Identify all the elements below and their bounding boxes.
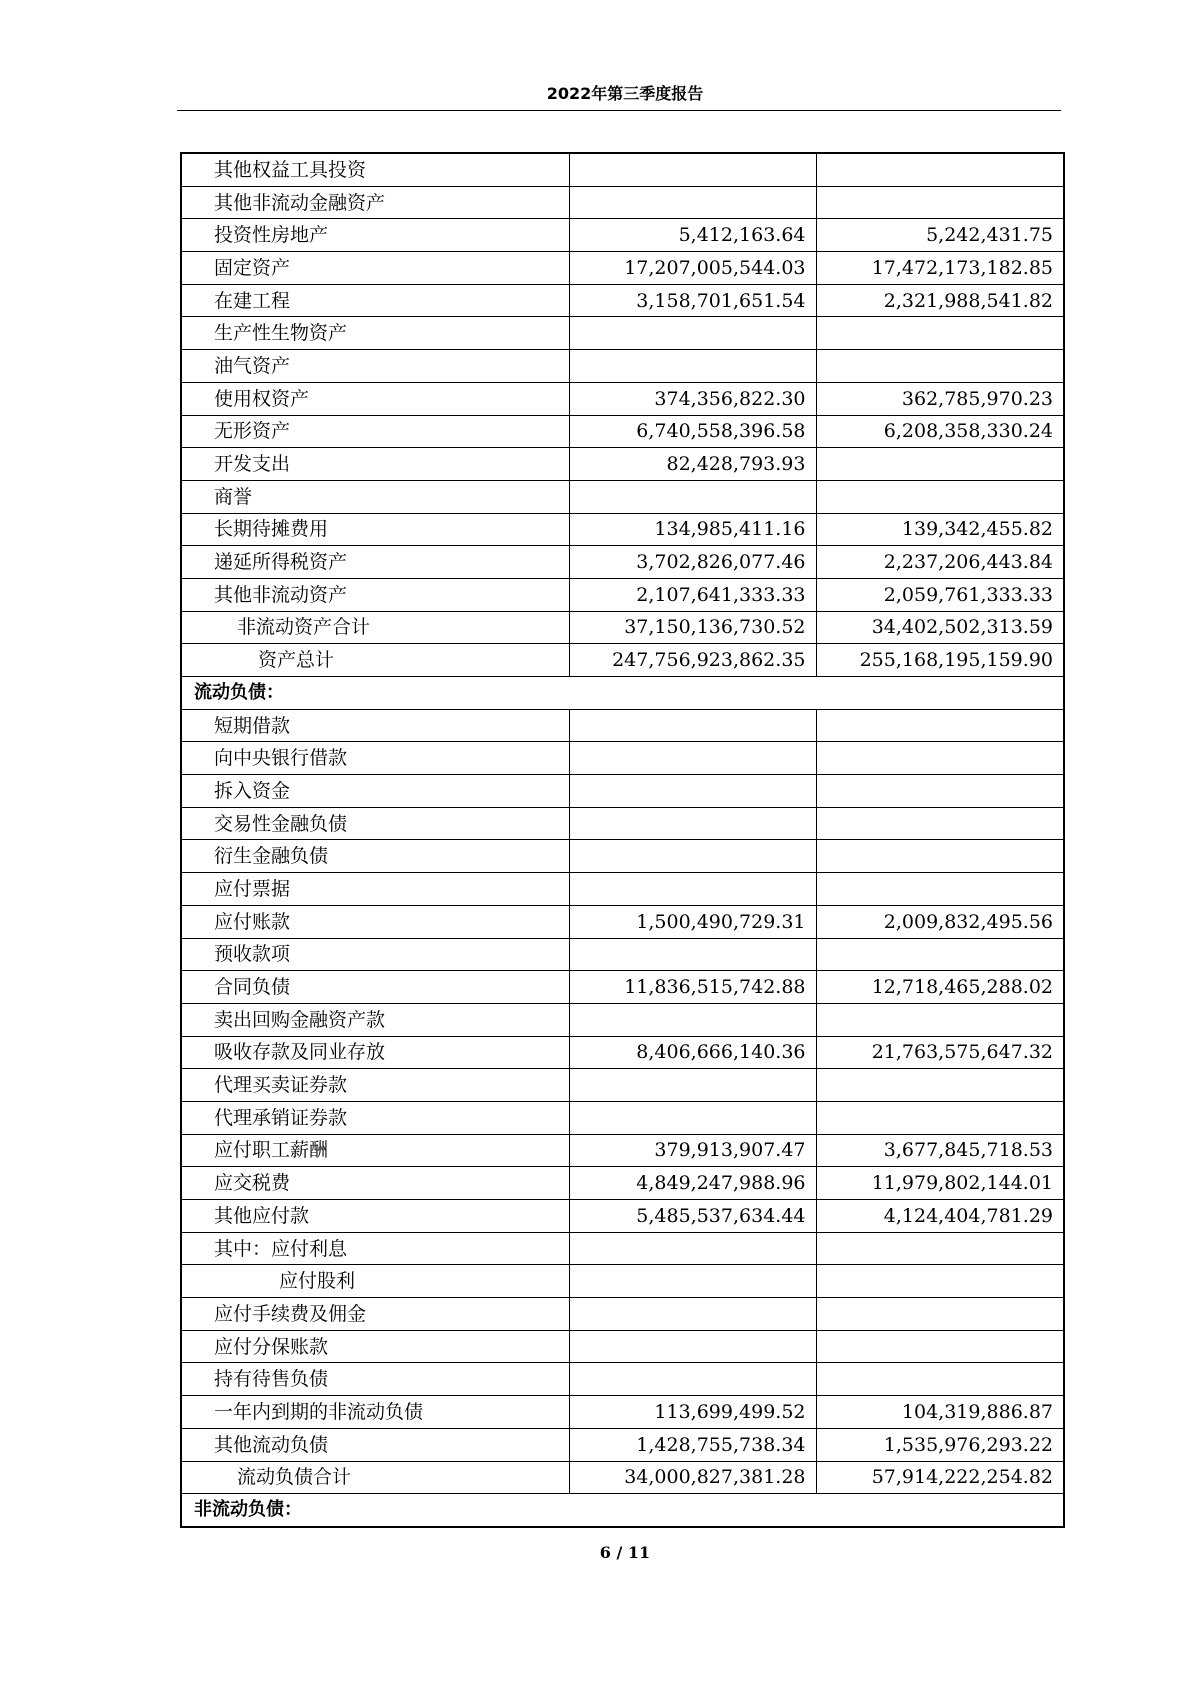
row-label: 开发支出 (181, 448, 569, 481)
table-row (181, 1200, 1064, 1233)
row-value-prior-year-end (816, 1265, 1064, 1298)
row-label: 无形资产 (181, 415, 569, 448)
row-label: 代理承销证券款 (181, 1101, 569, 1134)
table-row (181, 415, 1064, 448)
table-row (181, 578, 1064, 611)
row-value-period-end (569, 775, 816, 808)
table-row (181, 775, 1064, 808)
row-value-prior-year-end (816, 840, 1064, 873)
row-label: 固定资产 (181, 252, 569, 285)
section-header-row (181, 677, 1064, 710)
row-value-prior-year-end: 362,785,970.23 (816, 382, 1064, 415)
total-row (181, 644, 1064, 677)
row-label: 在建工程 (181, 284, 569, 317)
row-value-period-end (569, 186, 816, 219)
row-label: 应交税费 (181, 1167, 569, 1200)
row-value-period-end (569, 709, 816, 742)
row-value-period-end: 379,913,907.47 (569, 1134, 816, 1167)
row-value-prior-year-end (816, 480, 1064, 513)
row-label: 投资性房地产 (181, 219, 569, 252)
row-value-prior-year-end (816, 153, 1064, 186)
row-value-period-end (569, 1363, 816, 1396)
row-value-period-end: 82,428,793.93 (569, 448, 816, 481)
row-value-period-end: 8,406,666,140.36 (569, 1036, 816, 1069)
section-heading-current-liabilities: 流动负债： (181, 677, 1064, 710)
table-row (181, 840, 1064, 873)
row-value-period-end: 6,740,558,396.58 (569, 415, 816, 448)
row-value-period-end (569, 1330, 816, 1363)
header-divider (177, 110, 1061, 111)
row-value-prior-year-end (816, 186, 1064, 219)
table-row (181, 1428, 1064, 1461)
row-label: 资产总计 (181, 644, 569, 677)
row-label: 拆入资金 (181, 775, 569, 808)
table-row (181, 1036, 1064, 1069)
row-value-prior-year-end (816, 1232, 1064, 1265)
row-label: 短期借款 (181, 709, 569, 742)
row-value-period-end (569, 317, 816, 350)
row-value-prior-year-end (816, 938, 1064, 971)
row-value-period-end (569, 1069, 816, 1102)
row-value-prior-year-end (816, 317, 1064, 350)
row-value-prior-year-end: 2,059,761,333.33 (816, 578, 1064, 611)
table-row (181, 1167, 1064, 1200)
row-value-prior-year-end (816, 1003, 1064, 1036)
row-value-period-end: 5,412,163.64 (569, 219, 816, 252)
row-label: 应付股利 (181, 1265, 569, 1298)
row-value-prior-year-end (816, 807, 1064, 840)
subtotal-row (181, 611, 1064, 644)
row-value-prior-year-end: 139,342,455.82 (816, 513, 1064, 546)
row-label: 一年内到期的非流动负债 (181, 1396, 569, 1429)
row-label: 长期待摊费用 (181, 513, 569, 546)
section-header-row (181, 1494, 1064, 1527)
table-row (181, 1396, 1064, 1429)
row-label: 持有待售负债 (181, 1363, 569, 1396)
row-value-period-end: 17,207,005,544.03 (569, 252, 816, 285)
row-label: 吸收存款及同业存放 (181, 1036, 569, 1069)
row-value-prior-year-end: 57,914,222,254.82 (816, 1461, 1064, 1494)
row-label: 其他流动负债 (181, 1428, 569, 1461)
row-value-prior-year-end: 2,321,988,541.82 (816, 284, 1064, 317)
table-row (181, 971, 1064, 1004)
row-value-prior-year-end: 2,237,206,443.84 (816, 546, 1064, 579)
table-row (181, 448, 1064, 481)
row-value-prior-year-end: 2,009,832,495.56 (816, 905, 1064, 938)
section-heading-non-current-liabilities: 非流动负债： (181, 1494, 1064, 1527)
row-label: 其他非流动资产 (181, 578, 569, 611)
table-row (181, 1232, 1064, 1265)
row-value-prior-year-end (816, 1298, 1064, 1331)
row-value-period-end: 5,485,537,634.44 (569, 1200, 816, 1233)
row-value-period-end: 2,107,641,333.33 (569, 578, 816, 611)
table-row (181, 938, 1064, 971)
row-value-prior-year-end (816, 350, 1064, 383)
row-value-prior-year-end (816, 1330, 1064, 1363)
row-label: 应付票据 (181, 873, 569, 906)
row-value-prior-year-end (816, 775, 1064, 808)
table-row (181, 284, 1064, 317)
row-value-period-end: 247,756,923,862.35 (569, 644, 816, 677)
row-label: 商誉 (181, 480, 569, 513)
row-label: 其他权益工具投资 (181, 153, 569, 186)
row-value-prior-year-end: 11,979,802,144.01 (816, 1167, 1064, 1200)
row-label: 衍生金融负债 (181, 840, 569, 873)
table-row (181, 317, 1064, 350)
row-label: 应付手续费及佣金 (181, 1298, 569, 1331)
row-label: 应付职工薪酬 (181, 1134, 569, 1167)
row-value-prior-year-end (816, 1069, 1064, 1102)
row-value-period-end (569, 1298, 816, 1331)
row-value-prior-year-end (816, 1363, 1064, 1396)
table-row (181, 1101, 1064, 1134)
table-row (181, 807, 1064, 840)
row-label: 交易性金融负债 (181, 807, 569, 840)
row-label: 递延所得税资产 (181, 546, 569, 579)
row-value-period-end: 37,150,136,730.52 (569, 611, 816, 644)
row-label: 使用权资产 (181, 382, 569, 415)
table-row (181, 350, 1064, 383)
row-value-period-end (569, 873, 816, 906)
row-value-prior-year-end (816, 1101, 1064, 1134)
table-row (181, 905, 1064, 938)
row-value-prior-year-end: 255,168,195,159.90 (816, 644, 1064, 677)
table-row (181, 513, 1064, 546)
row-label: 其他非流动金融资产 (181, 186, 569, 219)
row-value-period-end (569, 840, 816, 873)
row-label: 流动负债合计 (181, 1461, 569, 1494)
table-row (181, 1069, 1064, 1102)
table-row (181, 546, 1064, 579)
row-value-period-end (569, 480, 816, 513)
table-row (181, 153, 1064, 186)
row-value-prior-year-end (816, 742, 1064, 775)
row-value-prior-year-end: 4,124,404,781.29 (816, 1200, 1064, 1233)
row-value-period-end (569, 153, 816, 186)
table-row (181, 1003, 1064, 1036)
table-row (181, 742, 1064, 775)
table-row (181, 1134, 1064, 1167)
row-value-prior-year-end: 104,319,886.87 (816, 1396, 1064, 1429)
report-title: 2022年第三季度报告 (546, 84, 704, 103)
row-value-period-end: 3,702,826,077.46 (569, 546, 816, 579)
row-value-period-end (569, 807, 816, 840)
table-row (181, 709, 1064, 742)
row-label: 非流动资产合计 (181, 611, 569, 644)
row-value-prior-year-end: 1,535,976,293.22 (816, 1428, 1064, 1461)
table-row (181, 382, 1064, 415)
table-row (181, 1330, 1064, 1363)
row-value-period-end (569, 1265, 816, 1298)
page-number: 6 / 11 (599, 1543, 651, 1562)
row-label: 其他应付款 (181, 1200, 569, 1233)
row-label: 合同负债 (181, 971, 569, 1004)
row-value-period-end: 4,849,247,988.96 (569, 1167, 816, 1200)
balance-sheet-table (180, 152, 1065, 1528)
row-label: 油气资产 (181, 350, 569, 383)
row-value-prior-year-end: 12,718,465,288.02 (816, 971, 1064, 1004)
row-value-period-end: 1,500,490,729.31 (569, 905, 816, 938)
row-label: 预收款项 (181, 938, 569, 971)
row-value-prior-year-end (816, 448, 1064, 481)
row-value-prior-year-end: 5,242,431.75 (816, 219, 1064, 252)
table-row (181, 1265, 1064, 1298)
row-value-period-end: 3,158,701,651.54 (569, 284, 816, 317)
row-value-period-end (569, 1003, 816, 1036)
row-value-period-end (569, 350, 816, 383)
table-row (181, 186, 1064, 219)
row-value-period-end: 134,985,411.16 (569, 513, 816, 546)
row-value-prior-year-end (816, 709, 1064, 742)
table-row (181, 252, 1064, 285)
row-value-prior-year-end: 21,763,575,647.32 (816, 1036, 1064, 1069)
row-label: 代理买卖证券款 (181, 1069, 569, 1102)
row-label: 向中央银行借款 (181, 742, 569, 775)
row-value-prior-year-end: 34,402,502,313.59 (816, 611, 1064, 644)
row-label: 其中：应付利息 (181, 1232, 569, 1265)
row-label: 生产性生物资产 (181, 317, 569, 350)
table-row (181, 219, 1064, 252)
row-value-period-end: 1,428,755,738.34 (569, 1428, 816, 1461)
row-value-period-end: 374,356,822.30 (569, 382, 816, 415)
row-value-prior-year-end: 17,472,173,182.85 (816, 252, 1064, 285)
row-label: 应付分保账款 (181, 1330, 569, 1363)
table-row (181, 873, 1064, 906)
row-value-prior-year-end: 3,677,845,718.53 (816, 1134, 1064, 1167)
row-label: 应付账款 (181, 905, 569, 938)
row-value-period-end (569, 938, 816, 971)
row-value-period-end: 113,699,499.52 (569, 1396, 816, 1429)
row-value-period-end (569, 742, 816, 775)
row-value-prior-year-end (816, 873, 1064, 906)
row-value-period-end: 34,000,827,381.28 (569, 1461, 816, 1494)
row-value-period-end: 11,836,515,742.88 (569, 971, 816, 1004)
row-label: 卖出回购金融资产款 (181, 1003, 569, 1036)
table-row (181, 1298, 1064, 1331)
table-row (181, 480, 1064, 513)
subtotal-row (181, 1461, 1064, 1494)
table-row (181, 1363, 1064, 1396)
row-value-period-end (569, 1232, 816, 1265)
row-value-period-end (569, 1101, 816, 1134)
row-value-prior-year-end: 6,208,358,330.24 (816, 415, 1064, 448)
